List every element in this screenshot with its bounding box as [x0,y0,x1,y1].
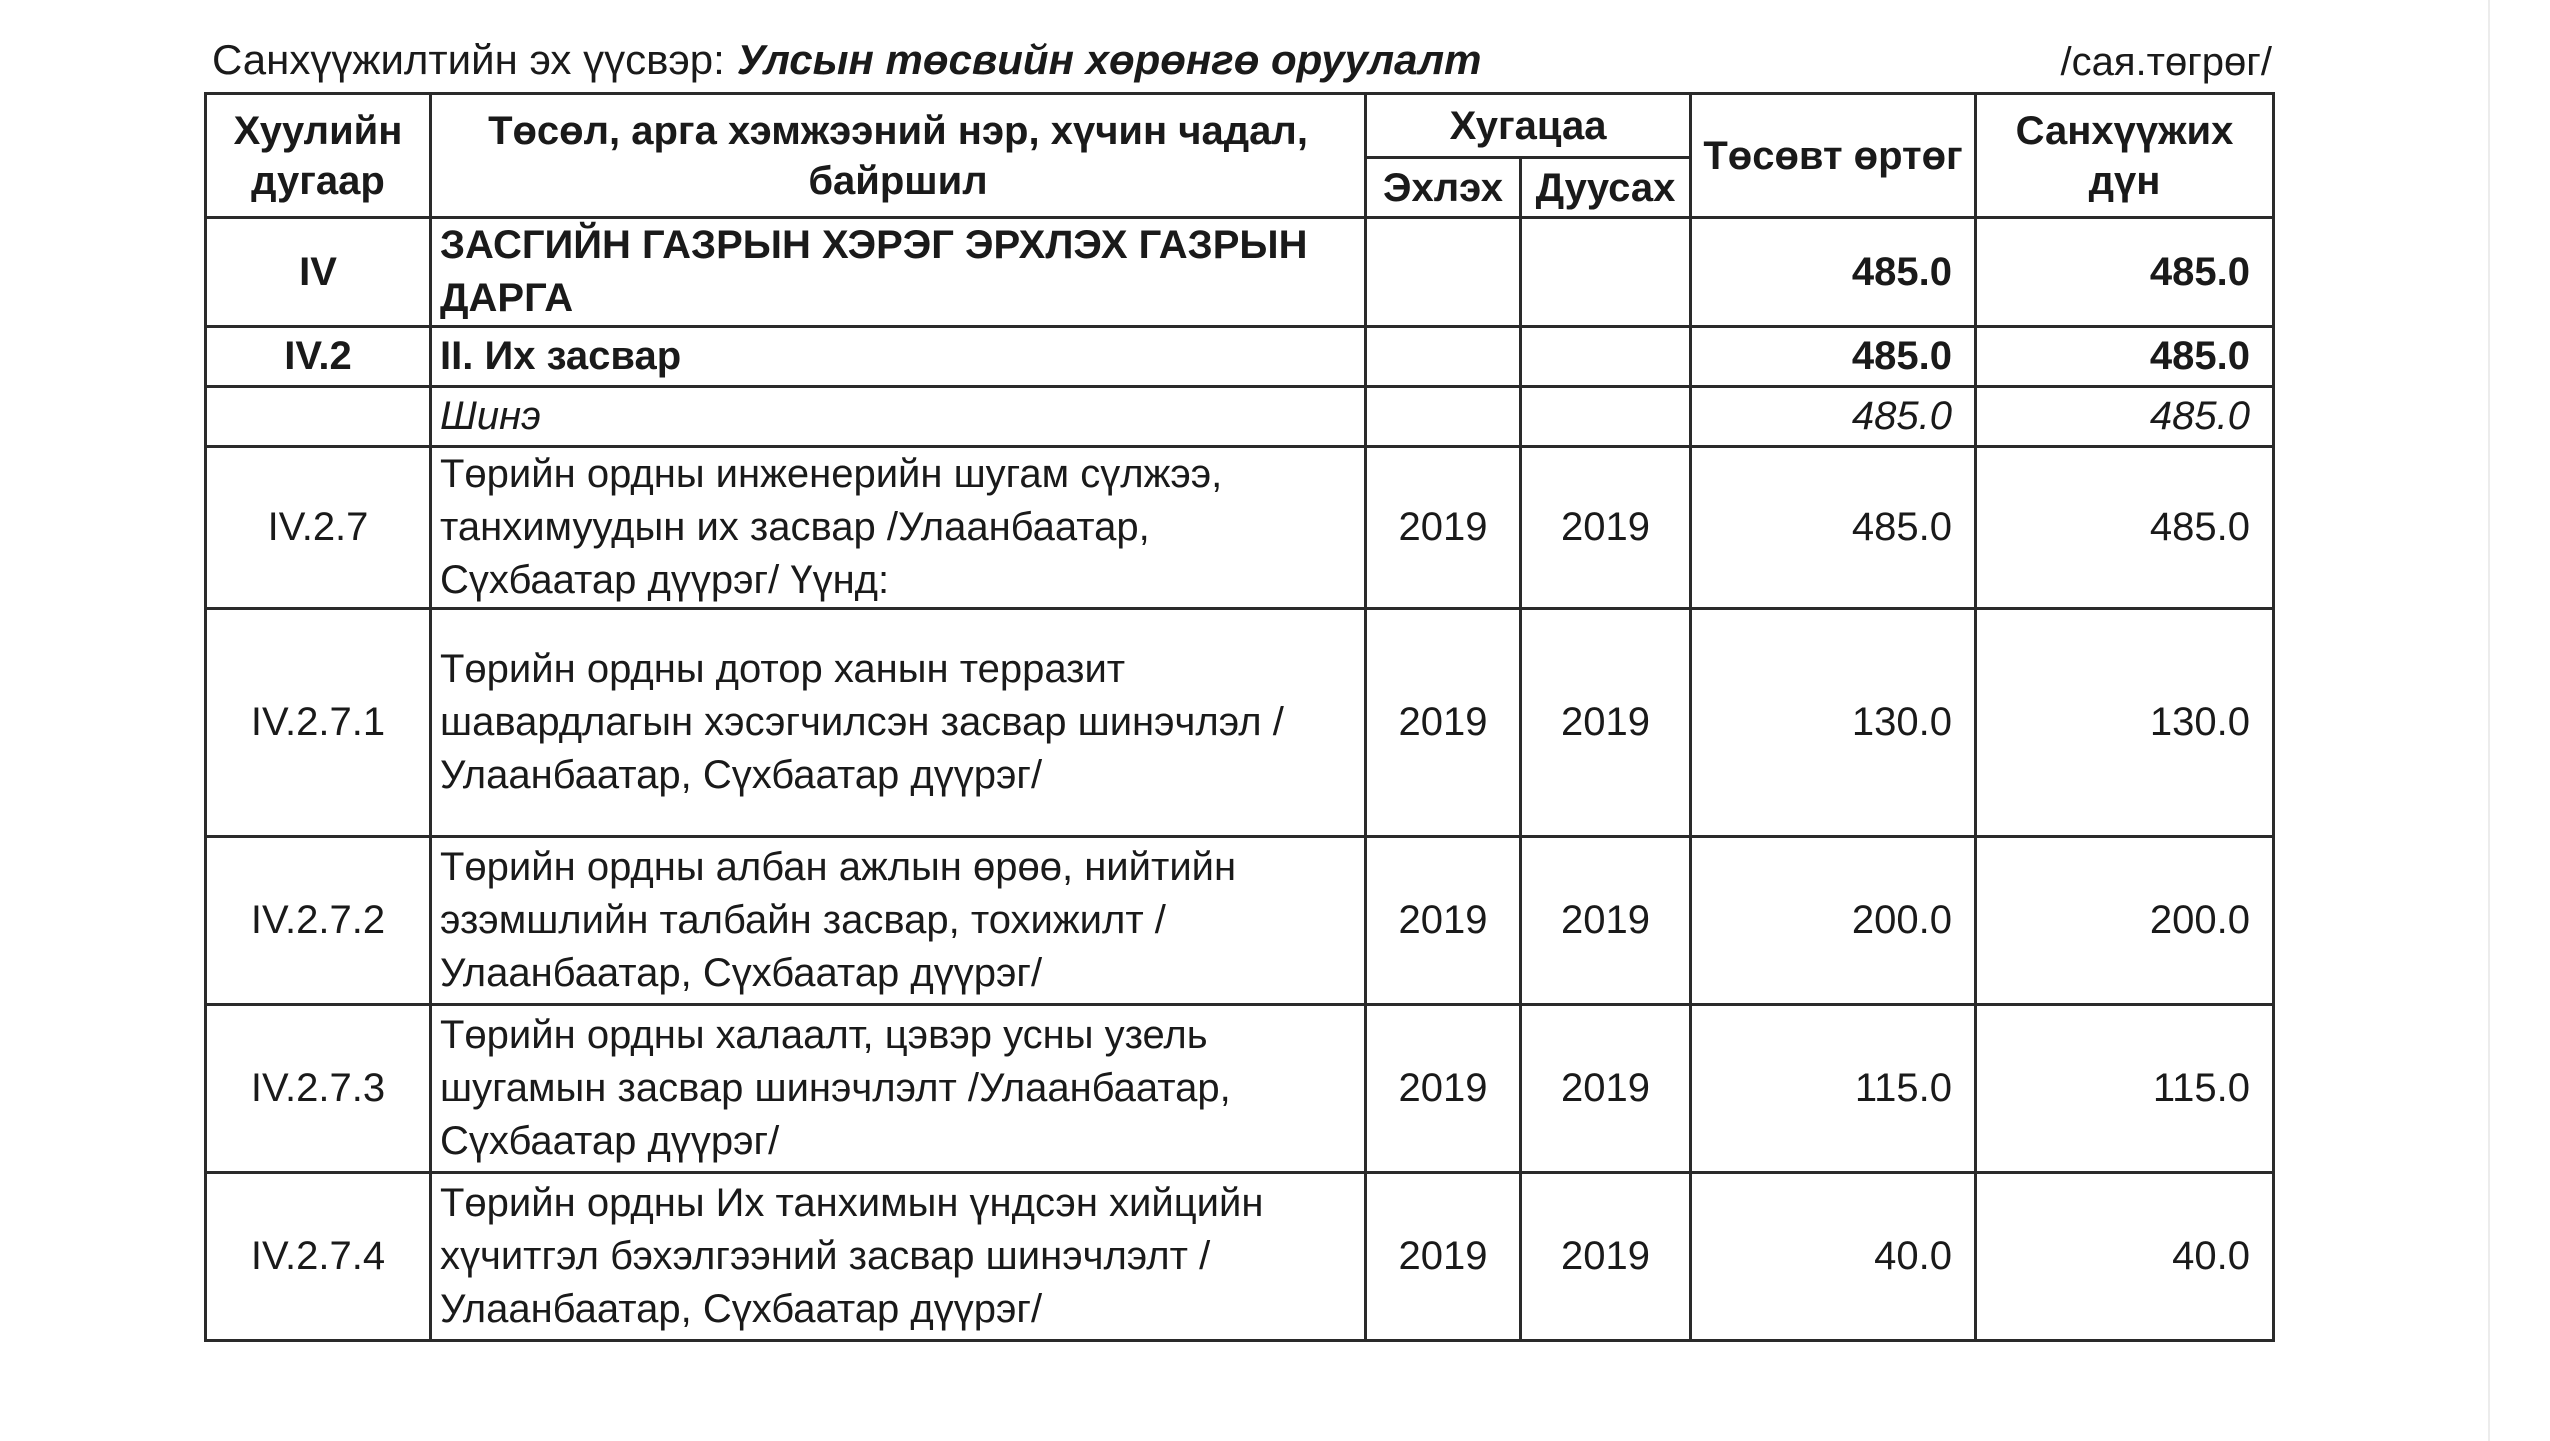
row-cost: 485.0 [1691,387,1976,447]
row-number: IV.2.7.2 [206,837,431,1005]
header-number: Хуулийн дугаар [206,94,431,218]
row-cost: 115.0 [1691,1005,1976,1173]
row-number: IV.2.7.3 [206,1005,431,1173]
table-body [206,218,2274,1341]
row-start: 2019 [1366,609,1521,837]
row-cost: 200.0 [1691,837,1976,1005]
row-funding: 115.0 [1976,1005,2274,1173]
row-end [1521,387,1691,447]
row-end: 2019 [1521,1005,1691,1173]
table-row [206,1005,2274,1173]
row-funding: 485.0 [1976,387,2274,447]
header-start: Эхлэх [1366,158,1521,218]
row-cost: 40.0 [1691,1173,1976,1341]
row-name: ЗАСГИЙН ГАЗРЫН ХЭРЭГ ЭРХЛЭХ ГАЗРЫН ДАРГА [431,218,1366,327]
table-row [206,447,2274,609]
header-funding-amount: Санхүүжих дүн [1976,94,2274,218]
header-duration: Хугацаа [1366,94,1691,158]
table-header [206,94,2274,218]
document-header [212,30,2272,90]
scan-edge-artifact [2488,0,2490,1441]
row-cost: 485.0 [1691,218,1976,327]
row-number [206,387,431,447]
table-row [206,1173,2274,1341]
row-funding: 485.0 [1976,447,2274,609]
row-start [1366,327,1521,387]
row-number: IV.2.7 [206,447,431,609]
row-funding: 130.0 [1976,609,2274,837]
funding-source [212,36,1481,84]
row-name: Шинэ [431,387,1366,447]
row-name: Төрийн ордны Их танхимын үндсэн хийцийн хүчитгэл бэхэлгээний засвар шинэчлэлт /Улаанбаатар, Сүхбаатар дүүрэг/ [431,1173,1366,1341]
table-row [206,327,2274,387]
row-end: 2019 [1521,447,1691,609]
row-end: 2019 [1521,837,1691,1005]
row-start: 2019 [1366,447,1521,609]
funding-source-label: Санхүүжилтийн эх үүсвэр: [212,36,725,83]
row-name: II. Их засвар [431,327,1366,387]
row-name: Төрийн ордны инженерийн шугам сүлжээ, танхимуудын их засвар /Улаанбаатар, Сүхбаатар дүүрэг/ Үүнд: [431,447,1366,609]
table-row [206,609,2274,837]
funding-source-value: Улсын төсвийн хөрөнгө оруулалт [736,36,1482,83]
row-cost: 485.0 [1691,327,1976,387]
row-name: Төрийн ордны халаалт, цэвэр усны узель шугамын засвар шинэчлэлт /Улаанбаатар, Сүхбаатар дүүрэг/ [431,1005,1366,1173]
row-end [1521,218,1691,327]
row-number: IV.2 [206,327,431,387]
row-cost: 130.0 [1691,609,1976,837]
row-funding: 485.0 [1976,218,2274,327]
row-number: IV.2.7.4 [206,1173,431,1341]
row-start [1366,218,1521,327]
table-row [206,837,2274,1005]
row-start: 2019 [1366,1005,1521,1173]
unit-label: /сая.төгрөг/ [2060,40,2272,84]
row-start: 2019 [1366,837,1521,1005]
header-end: Дуусах [1521,158,1691,218]
row-end: 2019 [1521,609,1691,837]
row-funding: 40.0 [1976,1173,2274,1341]
row-number: IV.2.7.1 [206,609,431,837]
header-name: Төсөл, арга хэмжээний нэр, хүчин чадал, байршил [431,94,1366,218]
row-number: IV [206,218,431,327]
row-name: Төрийн ордны дотор ханын терразит шавардлагын хэсэгчилсэн засвар шинэчлэл /Улаанбаатар, Сүхбаатар дүүрэг/ [431,609,1366,837]
header-estimated-cost: Төсөвт өртөг [1691,94,1976,218]
investment-table [204,92,2275,1342]
table-row [206,387,2274,447]
row-start [1366,387,1521,447]
row-end [1521,327,1691,387]
table-row [206,218,2274,327]
row-name: Төрийн ордны албан ажлын өрөө, нийтийн эзэмшлийн талбайн засвар, тохижилт /Улаанбаатар, Сүхбаатар дүүрэг/ [431,837,1366,1005]
row-end: 2019 [1521,1173,1691,1341]
row-funding: 200.0 [1976,837,2274,1005]
row-start: 2019 [1366,1173,1521,1341]
row-cost: 485.0 [1691,447,1976,609]
row-funding: 485.0 [1976,327,2274,387]
